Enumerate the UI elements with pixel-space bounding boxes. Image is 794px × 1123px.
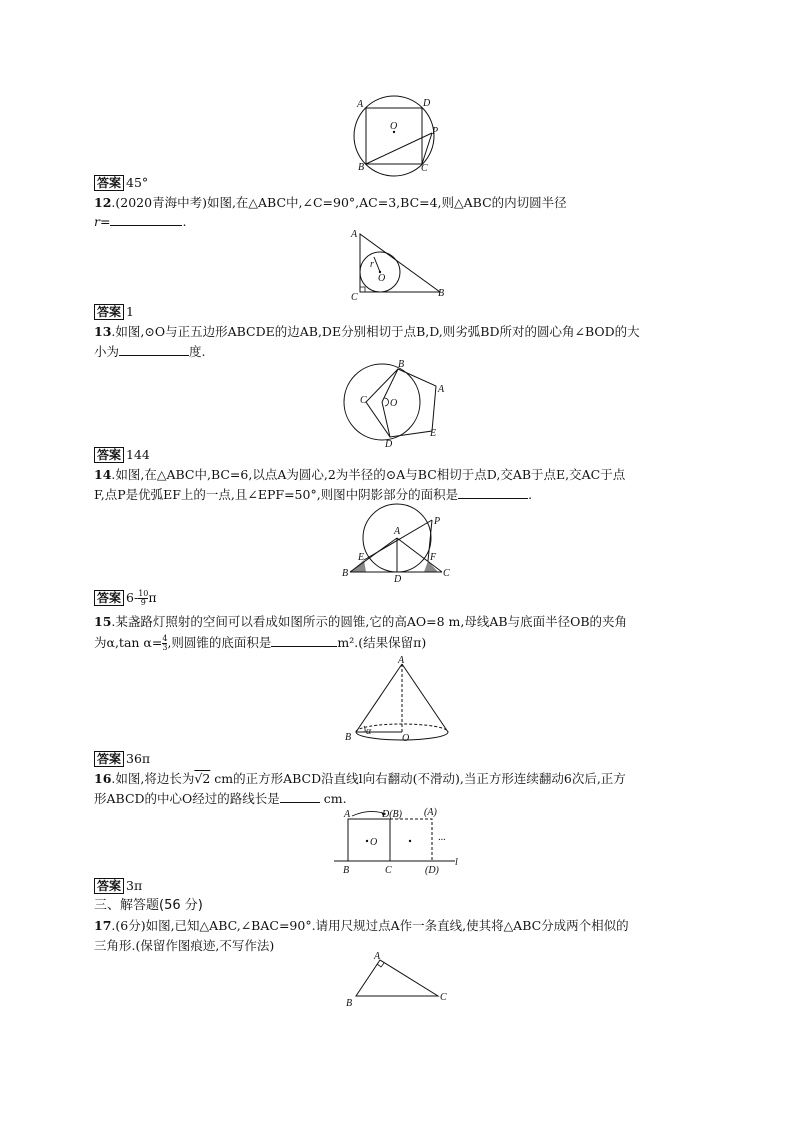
answer-blank[interactable] (271, 634, 337, 647)
figure-q17 (340, 950, 460, 1012)
answer-q11: 答案 45° (94, 175, 148, 191)
answer-q13: 答案 144 (94, 447, 150, 463)
question-13-line2: 小为 度. (94, 344, 206, 359)
label-E: E (430, 428, 437, 439)
figure-q12 (348, 228, 453, 303)
label-P: P (434, 516, 441, 527)
label-C: C (351, 292, 358, 303)
answer-blank[interactable] (280, 790, 320, 803)
label-Ap: (A) (424, 807, 437, 818)
label-r: r (370, 259, 374, 270)
label-O: O (402, 733, 410, 744)
question-13: 13.如图,⊙O与正五边形ABCDE的边AB,DE分别相切于点B,D,则劣弧BD所对的圆心角∠BOD的大 (94, 324, 640, 339)
label-F: F (430, 552, 437, 563)
label-C: C (360, 395, 367, 406)
question-17-line2: 三角形.(保留作图痕迹,不写作法) (94, 938, 275, 953)
label-A: A (357, 99, 364, 110)
question-12-line2: r= . (94, 214, 187, 229)
label-P: P (432, 126, 439, 137)
label-D: D (385, 439, 393, 450)
label-B: B (342, 568, 349, 579)
answer-blank[interactable] (119, 343, 189, 356)
label-O: O (378, 273, 386, 284)
label-A: A (394, 526, 401, 537)
label-l: l (455, 857, 458, 868)
question-15: 15.某盏路灯照射的空间可以看成如图所示的圆锥,它的高AO=8 m,母线AB与底面半径OB的夹角 (94, 614, 628, 629)
label-B: B (398, 359, 405, 370)
label-B: B (345, 732, 352, 743)
answer-q16: 答案 3π (94, 878, 142, 894)
answer-blank[interactable] (458, 486, 528, 499)
label-B: B (343, 865, 350, 876)
label-E: E (358, 552, 365, 563)
question-14-line2: F,点P是优弧EF上的一点,且∠EPF=50°,则图中阴影部分的面积是 . (94, 487, 533, 502)
label-B: B (346, 998, 353, 1009)
label-dots: ··· (438, 835, 446, 846)
label-DB: D(B) (382, 809, 402, 820)
label-C: C (440, 992, 447, 1003)
figure-q15 (340, 654, 455, 746)
label-A: A (438, 384, 445, 395)
answer-q14: 答案 6- $\frac{10}{9}$ π (94, 590, 157, 607)
section-heading: 三、解答题(56 分) (94, 898, 203, 913)
label-A: A (351, 229, 358, 240)
question-12: 12.(2020青海中考)如图,在△ABC中,∠C=90°,AC=3,BC=4,则△ABC的内切圆半径 (94, 195, 567, 210)
figure-q16 (330, 806, 465, 878)
label-A: A (374, 951, 381, 962)
label-C: C (421, 163, 428, 174)
label-B: B (438, 288, 445, 299)
question-15-line2: 为α,tan α= $\frac{4}{3}$ ,则圆锥的底面积是 m².(结果保留π) (94, 634, 427, 652)
label-Dp: (D) (425, 865, 439, 876)
label-O: O (390, 121, 398, 132)
question-16: 16.如图,将边长为√2 cm的正方形ABCD沿直线l向右翻动(不滑动),当正方形连续翻动6次后,正方 (94, 771, 626, 786)
label-A: A (398, 655, 405, 666)
question-14: 14.如图,在△ABC中,BC=6,以点A为圆心,2为半径的⊙A与BC相切于点D,交AB于点E,交AC于点 (94, 467, 626, 482)
label-C: C (385, 865, 392, 876)
label-D: D (423, 98, 431, 109)
answer-q12: 答案 1 (94, 304, 134, 320)
question-16-line2: 形ABCD的中心O经过的路线长是 cm. (94, 791, 347, 806)
label-D: D (394, 574, 402, 585)
answer-q15: 答案 36π (94, 751, 150, 767)
question-17: 17.(6分)如图,已知△ABC,∠BAC=90°.请用尺规过点A作一条直线,使其将△ABC分成两个相似的 (94, 918, 629, 933)
label-O: O (370, 837, 378, 848)
answer-blank[interactable] (110, 213, 182, 226)
fraction: $\frac{4}{3}$ (162, 634, 168, 652)
figure-q14 (340, 500, 455, 585)
label-C: C (443, 568, 450, 579)
label-B: B (358, 162, 365, 173)
figure-q13 (340, 356, 455, 451)
fraction: $\frac{10}{9}$ (138, 589, 149, 607)
label-A: A (344, 809, 351, 820)
label-O: O (390, 398, 398, 409)
figure-q11 (350, 95, 445, 180)
label-alpha: α (366, 726, 372, 737)
answer-tag: 答案 (94, 175, 124, 191)
